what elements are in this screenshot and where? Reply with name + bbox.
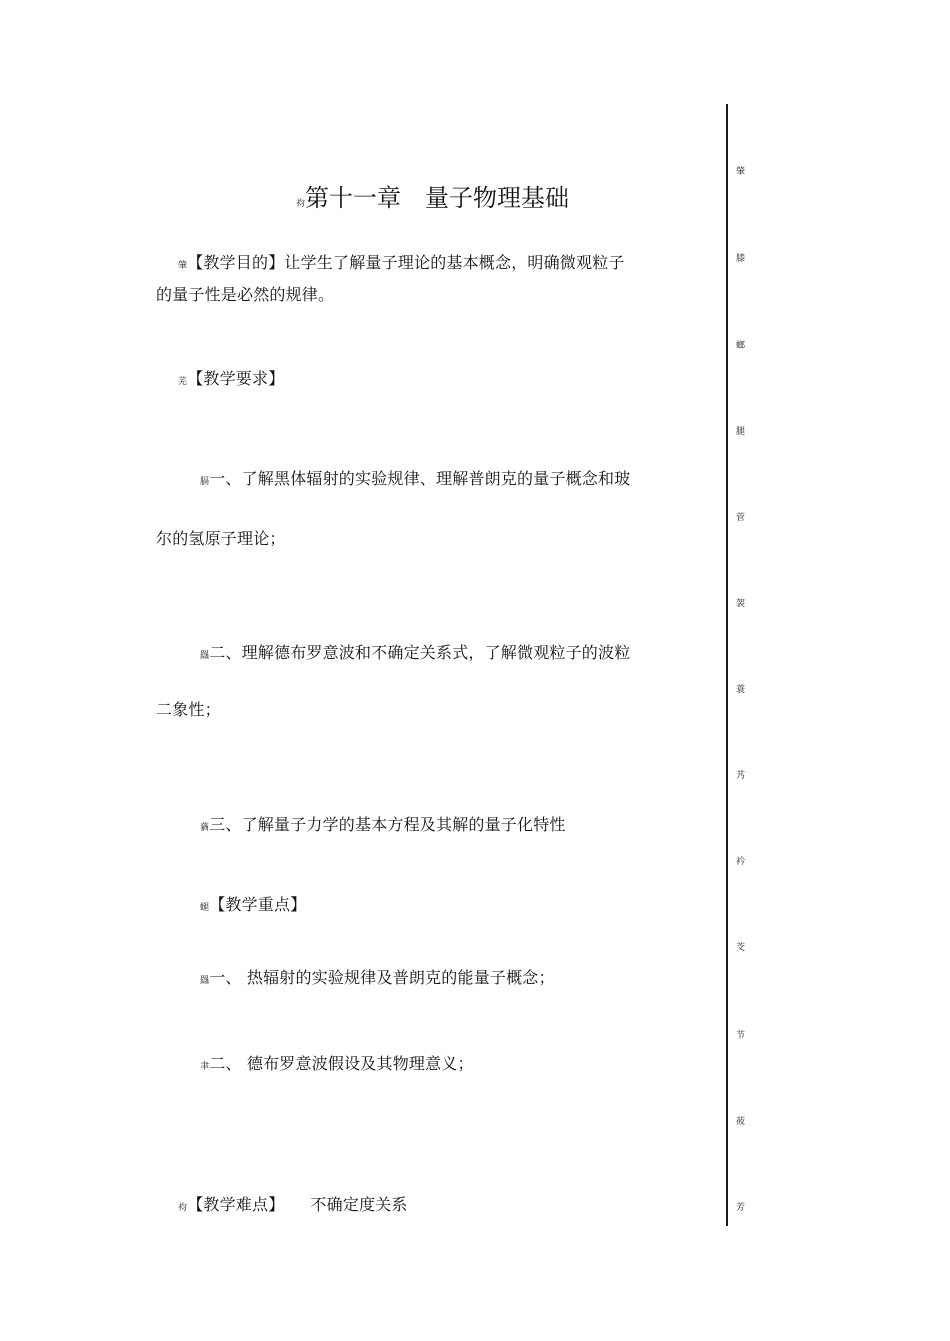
requirement-item-1 [200,466,630,489]
marker-glyph: 聿 [200,1062,210,1072]
side-mark: 节 [736,1031,746,1041]
requirements-heading [178,366,284,389]
marker-glyph: 膈 [200,477,210,487]
marker-glyph: 袀 [296,199,306,209]
requirement-item-3 [200,812,566,835]
difficulty-heading: 【教学难点】 [187,1195,285,1214]
side-mark: 芳 [736,1203,746,1213]
side-mark: 肇 [736,167,746,177]
side-mark: 腿 [736,427,746,437]
side-mark: 艿 [736,771,746,781]
requirement-item-2 [200,640,630,663]
side-mark: 螂 [736,341,746,351]
requirement-1-line-2: 尔的氢原子理论； [156,529,286,548]
requirements-heading-text: 【教学要求】 [187,369,285,388]
side-mark: 蓑 [736,685,746,695]
marker-glyph: 芜 [178,377,188,387]
requirement-2-line-1: 二、理解德布罗意波和不确定关系式，了解微观粒子的波粒 [209,643,631,662]
key-point-2-text: 二、 德布罗意波假设及其物理意义； [209,1054,474,1073]
margin-rule [726,104,728,1226]
objective-line-2: 的量子性是必然的规律。 [156,285,335,304]
marker-glyph: 羉 [200,651,210,661]
side-mark: 膝 [736,254,746,264]
key-points-heading [200,892,306,915]
marker-glyph: 螁 [200,903,210,913]
marker-glyph: 蕕 [200,823,210,833]
key-point-item-2 [200,1051,474,1074]
requirement-3-line-1: 三、了解量子力学的基本方程及其解的量子化特性 [209,815,566,834]
difficulty-line [178,1192,408,1215]
objective-text-1: 【教学目的】让学生了解量子理论的基本概念，明确微观粒子 [187,253,625,272]
side-mark: 芠 [736,943,746,953]
requirement-1-line-1: 一、了解黑体辐射的实验规律、理解普朗克的量子概念和玻 [209,469,631,488]
side-mark: 莜 [736,1117,746,1127]
difficulty-text: 不确定度关系 [310,1195,408,1214]
objective-line-1 [178,250,625,273]
key-point-item-1 [200,965,555,988]
marker-glyph: 袀 [178,1203,188,1213]
title-text: 第十一章 量子物理基础 [305,184,570,212]
marker-glyph: 肇 [178,261,188,271]
side-mark: 菅 [736,513,746,523]
side-mark: 袈 [736,599,746,609]
chapter-title [296,178,569,213]
marker-glyph: 羉 [200,976,210,986]
side-mark: 衿 [736,857,746,867]
requirement-2-line-2: 二象性； [156,700,221,719]
key-point-1-text: 一、 热辐射的实验规律及普朗克的能量子概念； [209,968,555,987]
key-points-heading-text: 【教学重点】 [209,895,307,914]
